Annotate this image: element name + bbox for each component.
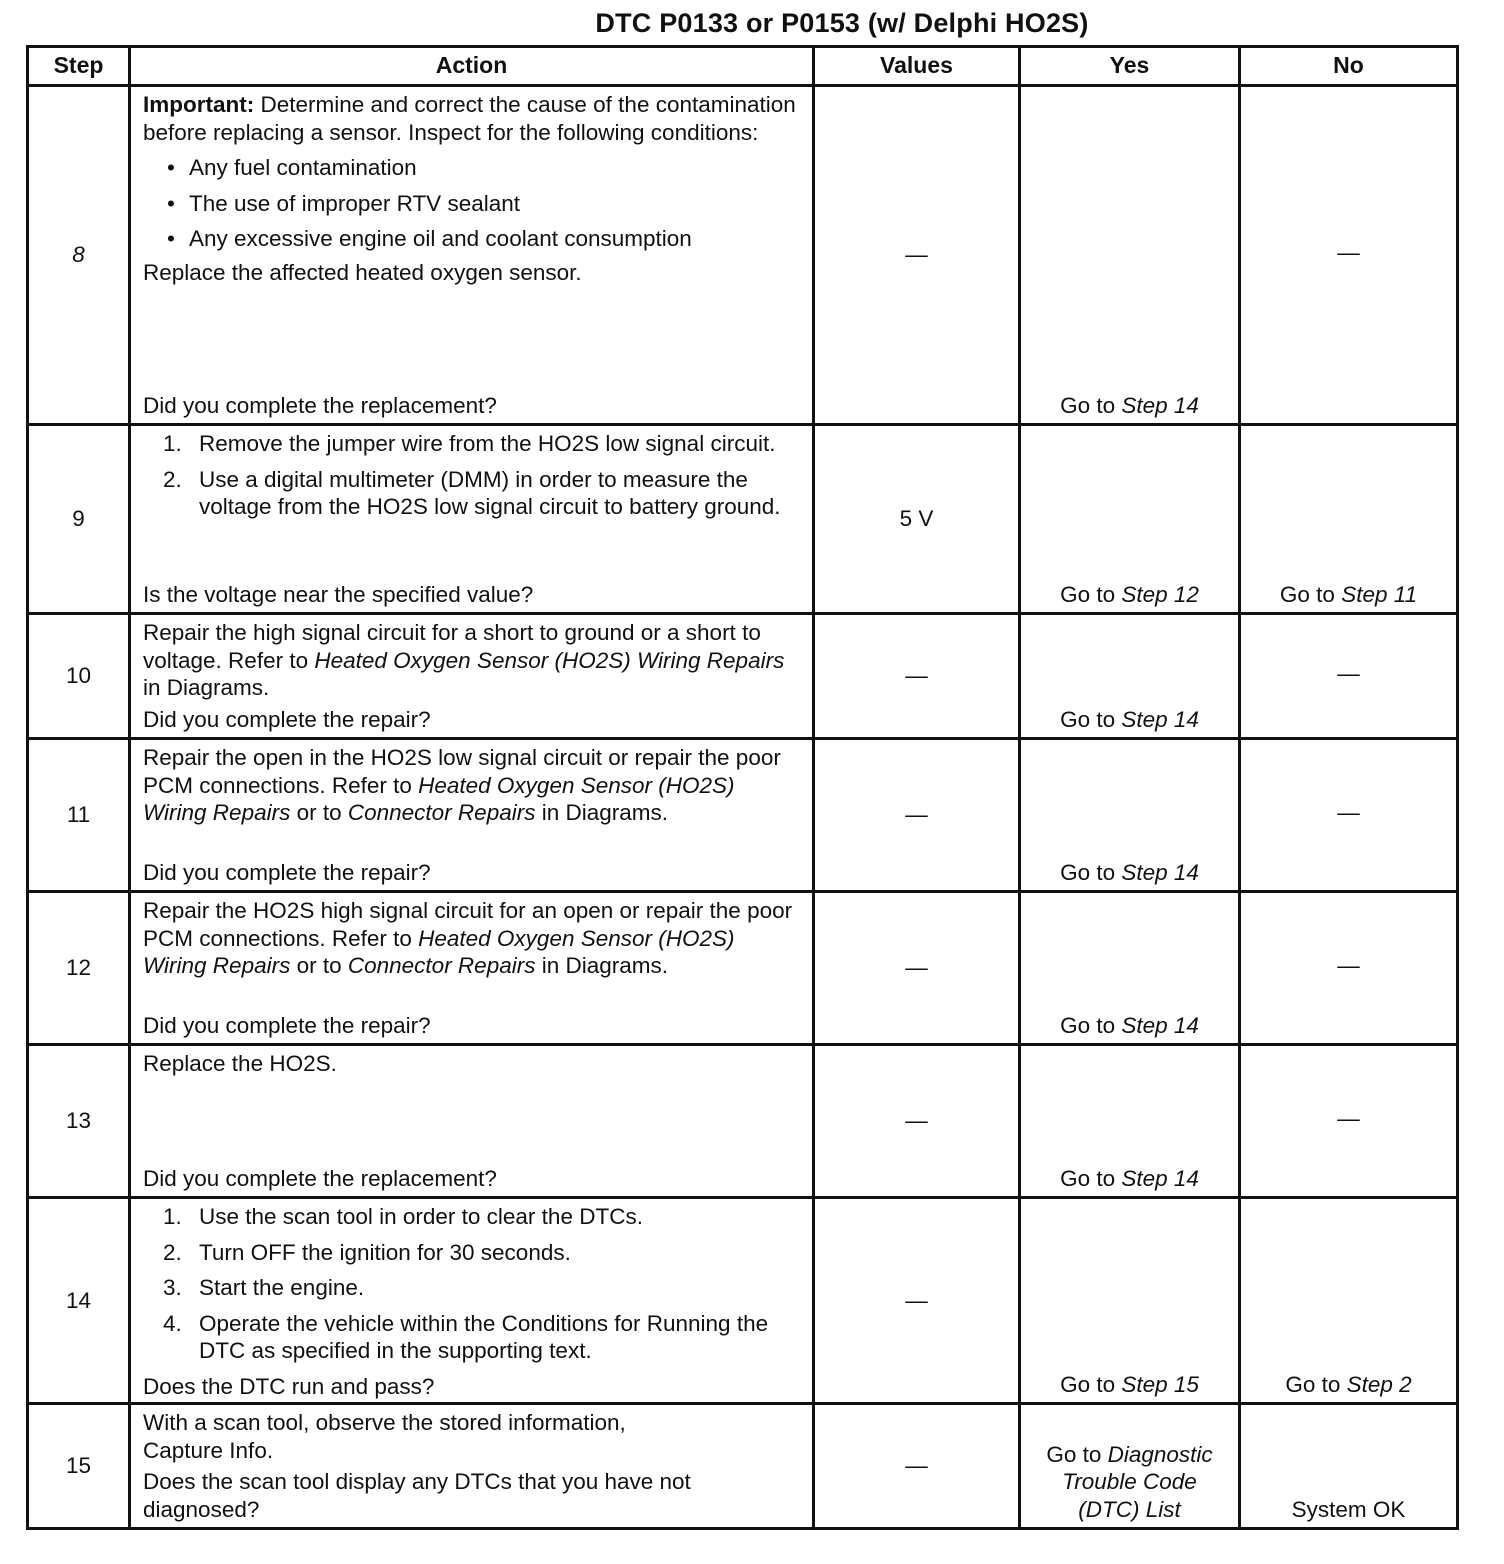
list-text: Remove the jumper wire from the HO2S low signal circuit. bbox=[199, 431, 776, 456]
no-cell[interactable] bbox=[1240, 425, 1458, 614]
action-question: Did you complete the repair? bbox=[143, 706, 431, 732]
action-question: Did you complete the replacement? bbox=[143, 1165, 497, 1191]
table-row-step-13 bbox=[28, 1045, 1458, 1198]
page-title bbox=[0, 8, 1364, 39]
no-cell: System OK bbox=[1240, 1404, 1458, 1529]
yes-prefix: Go to bbox=[1060, 859, 1122, 885]
yes-prefix: Go to bbox=[1060, 1012, 1122, 1038]
action-question: Does the scan tool display any DTCs that you have not diagnosed? bbox=[143, 1469, 691, 1522]
action-cell bbox=[130, 1198, 814, 1404]
table-row-step-15 bbox=[28, 1404, 1458, 1529]
header-no: No bbox=[1240, 47, 1458, 86]
action-text: With a scan tool, observe the stored information, Capture Info. bbox=[143, 1410, 626, 1463]
list-text: Start the engine. bbox=[199, 1275, 365, 1300]
no-step-link[interactable]: Step 2 bbox=[1346, 1371, 1412, 1397]
list-number: 3. bbox=[163, 1275, 182, 1300]
action-question: Did you complete the replacement? bbox=[143, 392, 497, 418]
action-question: Did you complete the repair? bbox=[143, 859, 431, 885]
list-number: 2. bbox=[163, 466, 182, 492]
no-cell: — bbox=[1240, 1045, 1458, 1198]
yes-step-link[interactable]: Step 14 bbox=[1121, 392, 1199, 418]
step-number: 9 bbox=[28, 425, 130, 614]
step-number: 10 bbox=[28, 614, 130, 739]
yes-step-link[interactable]: Step 15 bbox=[1121, 1371, 1199, 1397]
values-cell: 5 V bbox=[814, 425, 1020, 614]
list-item: • Any excessive engine oil and coolant consumption bbox=[163, 225, 800, 253]
header-values: Values bbox=[814, 47, 1020, 86]
action-intro bbox=[143, 91, 800, 146]
list-item: • Any fuel contamination bbox=[163, 154, 800, 182]
header-step: Step bbox=[28, 47, 130, 86]
text-part: or to bbox=[290, 953, 348, 978]
list-text: Use the scan tool in order to clear the DTCs. bbox=[199, 1204, 643, 1229]
table-row-step-14 bbox=[28, 1198, 1458, 1404]
reference-link[interactable]: Connector Repairs bbox=[347, 800, 536, 825]
reference-link[interactable]: Heated Oxygen Sensor (HO2S) Wiring Repairs bbox=[143, 925, 735, 978]
list-text: Turn OFF the ignition for 30 seconds. bbox=[199, 1239, 571, 1265]
yes-prefix: Go to bbox=[1046, 1441, 1108, 1467]
action-cell bbox=[130, 739, 814, 892]
yes-cell[interactable] bbox=[1020, 892, 1240, 1045]
action-cell bbox=[130, 614, 814, 739]
list-item bbox=[163, 430, 800, 458]
table-row-step-11 bbox=[28, 739, 1458, 892]
text-part: Repair the open in the HO2S low signal circuit or repair the poor PCM connections. Refer to bbox=[143, 745, 781, 798]
header-action: Action bbox=[130, 47, 814, 86]
step-number: 11 bbox=[28, 739, 130, 892]
list-item bbox=[163, 1203, 800, 1231]
action-text: Replace the HO2S. bbox=[143, 1051, 337, 1076]
text-part: in Diagrams. bbox=[535, 800, 669, 825]
action-question: Did you complete the repair? bbox=[143, 1012, 431, 1038]
dtc-list-link[interactable]: Diagnostic Trouble Code (DTC) List bbox=[1062, 1441, 1213, 1522]
table-row-step-9 bbox=[28, 425, 1458, 614]
no-step-link[interactable]: Step 11 bbox=[1341, 581, 1418, 607]
action-cell bbox=[130, 86, 814, 425]
yes-step-link[interactable]: Step 12 bbox=[1121, 581, 1199, 607]
values-cell: — bbox=[814, 614, 1020, 739]
table-row-step-8 bbox=[28, 86, 1458, 425]
yes-cell[interactable] bbox=[1020, 614, 1240, 739]
list-item bbox=[163, 1310, 800, 1365]
text-part: in Diagrams. bbox=[143, 675, 270, 700]
table-row-step-10 bbox=[28, 614, 1458, 739]
header-row bbox=[28, 47, 1458, 86]
step-number: 8 bbox=[28, 86, 130, 425]
step-number: 14 bbox=[28, 1198, 130, 1404]
list-item bbox=[163, 1239, 800, 1267]
yes-prefix: Go to bbox=[1060, 392, 1122, 418]
action-question: Does the DTC run and pass? bbox=[143, 1373, 435, 1399]
yes-step-link[interactable]: Step 14 bbox=[1121, 706, 1199, 732]
reference-link[interactable]: Heated Oxygen Sensor (HO2S) Wiring Repairs bbox=[314, 647, 785, 673]
action-cell bbox=[130, 425, 814, 614]
list-item bbox=[163, 1274, 800, 1302]
text-part: Repair the high signal circuit for a short to ground or a short to voltage. Refer to bbox=[143, 620, 761, 673]
list-text: Use a digital multimeter (DMM) in order to measure the voltage from the HO2S low signal circuit to battery ground. bbox=[199, 466, 781, 519]
yes-prefix: Go to bbox=[1060, 1371, 1122, 1397]
list-text: Operate the vehicle within the Conditions for Running the DTC as specified in the supporting text. bbox=[199, 1310, 769, 1363]
procedure-list bbox=[143, 1203, 800, 1373]
no-prefix: Go to bbox=[1285, 1371, 1347, 1397]
yes-step-link[interactable]: Step 14 bbox=[1121, 1165, 1199, 1191]
no-cell: — bbox=[1240, 892, 1458, 1045]
no-cell: — bbox=[1240, 739, 1458, 892]
yes-step-link[interactable]: Step 14 bbox=[1121, 859, 1199, 885]
action-cell bbox=[130, 892, 814, 1045]
values-cell: — bbox=[814, 86, 1020, 425]
action-after: Replace the affected heated oxygen sensor. bbox=[143, 259, 582, 285]
yes-step-link[interactable]: Step 14 bbox=[1121, 1012, 1199, 1038]
action-text bbox=[143, 744, 800, 827]
values-cell: — bbox=[814, 1045, 1020, 1198]
action-cell bbox=[130, 1045, 814, 1198]
yes-cell[interactable] bbox=[1020, 425, 1240, 614]
text-part: in Diagrams. bbox=[535, 953, 669, 978]
yes-cell[interactable] bbox=[1020, 739, 1240, 892]
text-part: or to bbox=[290, 800, 348, 825]
action-text bbox=[143, 619, 800, 702]
yes-prefix: Go to bbox=[1060, 706, 1122, 732]
intro-text: Determine and correct the cause of the contamination before replacing a sensor. Inspect for the following conditions: bbox=[143, 92, 796, 145]
reference-link[interactable]: Connector Repairs bbox=[347, 953, 536, 978]
header-yes: Yes bbox=[1020, 47, 1240, 86]
yes-prefix: Go to bbox=[1060, 1165, 1122, 1191]
step-number: 12 bbox=[28, 892, 130, 1045]
values-cell: — bbox=[814, 1198, 1020, 1404]
list-number: 4. bbox=[163, 1310, 182, 1336]
list-number: 1. bbox=[163, 1204, 182, 1229]
yes-cell[interactable] bbox=[1020, 1045, 1240, 1198]
values-cell: — bbox=[814, 739, 1020, 892]
reference-link[interactable]: Heated Oxygen Sensor (HO2S) Wiring Repairs bbox=[143, 772, 735, 825]
values-cell: — bbox=[814, 892, 1020, 1045]
action-question: Is the voltage near the specified value? bbox=[143, 581, 534, 607]
no-cell: — bbox=[1240, 86, 1458, 425]
yes-prefix: Go to bbox=[1060, 581, 1122, 607]
conditions-list bbox=[143, 154, 800, 253]
yes-cell[interactable] bbox=[1020, 86, 1240, 425]
list-number: 1. bbox=[163, 431, 182, 456]
no-prefix: Go to bbox=[1279, 581, 1342, 607]
step-number: 15 bbox=[28, 1404, 130, 1529]
title-text: DTC P0133 or P0153 (w/ Delphi HO2S) bbox=[595, 8, 1089, 38]
no-cell[interactable] bbox=[1240, 1198, 1458, 1404]
action-cell bbox=[130, 1404, 814, 1529]
procedure-list bbox=[143, 430, 800, 529]
important-label: Important: bbox=[143, 92, 255, 117]
no-cell: — bbox=[1240, 614, 1458, 739]
yes-cell[interactable] bbox=[1020, 1404, 1240, 1529]
list-item: • The use of improper RTV sealant bbox=[163, 190, 800, 218]
list-item bbox=[163, 466, 800, 521]
table-row-step-12 bbox=[28, 892, 1458, 1045]
action-text bbox=[143, 897, 800, 980]
diagnostic-table bbox=[26, 45, 1459, 1530]
yes-cell[interactable] bbox=[1020, 1198, 1240, 1404]
text-part: Repair the HO2S high signal circuit for an open or repair the poor PCM connections. Refer to bbox=[143, 898, 793, 951]
list-number: 2. bbox=[163, 1239, 182, 1265]
values-cell: — bbox=[814, 1404, 1020, 1529]
step-number: 13 bbox=[28, 1045, 130, 1198]
